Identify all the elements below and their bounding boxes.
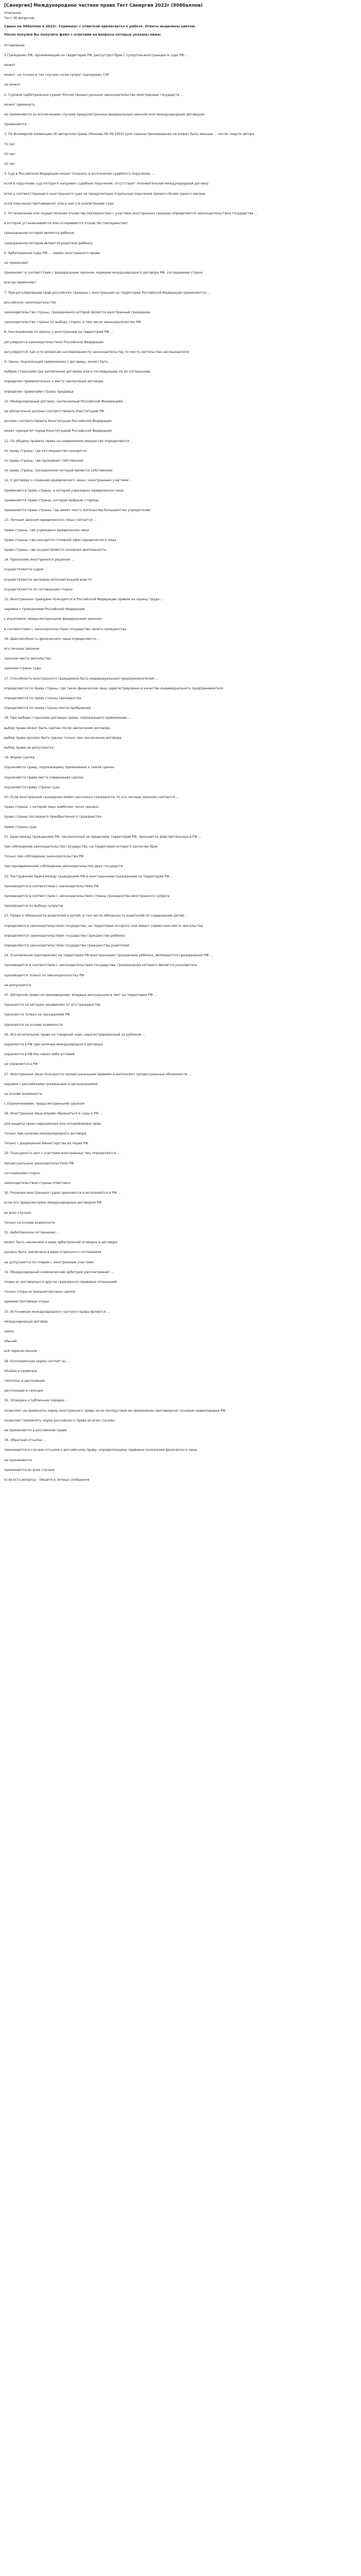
text-line: право страны, где находится головной офис юридического лица — [4, 538, 116, 542]
text-line: может — [4, 63, 15, 67]
text-line: применяется — [4, 123, 27, 127]
text-line: если в поручении, суд которого направил судебное поручение, отсутствует положительная международный договор — [4, 182, 209, 186]
text-line: подчиняется праву места совершения сделки — [4, 775, 84, 779]
text-line: 8. Наследование по закону у иностранцев на территории РФ ... — [4, 330, 113, 334]
text-line: на основе взаимности — [4, 1092, 42, 1096]
text-line: если поручение противоречит или в чем-л в компетенцию суда — [4, 201, 114, 206]
text-line: 31. Арбитражное соглашение ... — [4, 1230, 60, 1234]
text-line: по праву страны, гражданином которой является собственник — [4, 469, 113, 473]
text-line: производится только по законодательству РФ — [4, 973, 84, 977]
text-line: в которой устанавливается или оспаривается отцовство (материнство) — [4, 222, 128, 226]
text-line: 70 лет — [4, 142, 15, 146]
text-line: наравне с гражданами Российской Федерации — [4, 607, 85, 612]
text-line: выбор права не допускается — [4, 745, 54, 750]
text-line: процессуальным законодательством РФ — [4, 1161, 74, 1165]
intro-block — [4, 24, 357, 38]
text-line: по праву страны, где проживает собственник — [4, 459, 83, 463]
text-line: производится по выбору супругов — [4, 904, 63, 908]
text-line: административные споры — [4, 1300, 49, 1304]
text-line: 34. Коллизионная норма состоит из ... — [4, 1359, 70, 1363]
text-line: определен применительно к месту заключения договора — [4, 380, 104, 384]
text-line: 6. Арбитражные суды РФ ... нормы иностранного права — [4, 251, 100, 255]
text-line: Оглавление — [4, 43, 25, 47]
text-line: 13. Личным законом юридического лица считается ... — [4, 518, 97, 522]
text-line: регулируется, как и по вопросам наследования по законодательству по месту жительства наследодателя — [4, 350, 189, 354]
text-line: 32. Международный коммерческий арбитраж рассматривает ... — [4, 1270, 114, 1274]
text-line: признается на основе взаимности — [4, 1023, 63, 1027]
text-line: российское законодательство — [4, 300, 56, 304]
text-line: имеет приоритет перед Конституцией Российской Федерации — [4, 429, 112, 433]
text-line: выбор права должен быть сделан только при заключении договора — [4, 736, 122, 740]
text-line: подчиняется праву, подлежащему применению к самой сделке — [4, 766, 114, 770]
text-line: может применять — [4, 103, 35, 107]
text-line: по праву страны, где это имущество находится — [4, 449, 87, 453]
text-line: право страны, где осуществляется основная деятельность — [4, 548, 107, 552]
text-line: не допускается — [4, 983, 31, 987]
text-line: позволяет не применять норму иностранного права, если последствия ее применения противоречат основам правопорядка РФ — [4, 1409, 226, 1413]
text-line: 14. Признание иностранного решения ... — [4, 558, 75, 562]
text-line: гражданином которой является ребенок — [4, 231, 75, 235]
text-line: 9. Закон, подлежащий применению к договору, может быть ... — [4, 360, 113, 364]
text-line: 50 лет — [4, 152, 15, 156]
text-line: охраняется в РФ без каких-либо условий — [4, 1053, 75, 1057]
text-line: для защиты своих нарушенных или оспариваемых прав — [4, 1122, 101, 1126]
text-line: всегда применяют — [4, 281, 37, 285]
text-line: не применяется в российском праве — [4, 1428, 67, 1432]
text-line: должно быть заключено в виде отдельного соглашения — [4, 1250, 101, 1255]
text-line: должен соответствовать Конституции Российской Федерации — [4, 419, 112, 423]
text-line: гражданином которой являются родители ребенка — [4, 241, 93, 245]
text-line: регулируется законодательством Российской Федерации — [4, 340, 104, 344]
text-line: 35. Оговорка о публичном порядке ... — [4, 1399, 69, 1403]
meta-block — [4, 11, 357, 21]
text-line: 1.Гражданин РФ, проживающий на территории РФ, распуструл брак с супругом-иностранцем в суде РФ ... — [4, 53, 188, 57]
text-line: 28. Иностранные лица вправе обращаться в суды в РФ ... — [4, 1112, 103, 1116]
text-line: выбор права может быть сделан после заключения договора — [4, 726, 110, 730]
text-line: охраняется в РФ при наличии международного договора — [4, 1043, 103, 1047]
text-line: 20. Если иностранный гражданин имеет несколько гражданств, то его личным законом считается ... — [4, 795, 179, 799]
text-line: определяется по праву страны гражданства — [4, 696, 81, 700]
text-line: 7. При регулировании прав российских граждан с иностранцем на территории Российской Федерации применяются ... — [4, 291, 211, 295]
questions-list — [4, 41, 357, 1485]
text-line: определяется по праву страны, где такое физическое лицо зарегистрировано в качестве индивидуального предпринимателя — [4, 686, 224, 690]
text-line: производится в соответствии с законодательством страны гражданства иностранного супруга — [4, 894, 169, 899]
text-line: применяют в соответствии с федеральным законом, нормами международного договора РФ, соглашением сторон — [4, 271, 203, 275]
text-line: 5. Установление или осуществление отцовства (материнства) с участием иностранных граждан определяется законодательством государства ... — [4, 212, 257, 215]
text-line: 26. Исключительное право на товарный знак, зарегистрированный за рубежом ... — [4, 1032, 146, 1037]
text-line: может быть заключено в виде арбитражной оговорки в договоре — [4, 1241, 117, 1245]
text-line: 3. По Всемирной конвенции об авторском праве (Женева 06.09.1952) срок охраны произведения не может быть меньше ... после смерти автора — [4, 132, 254, 137]
text-line: выбран сторонами при заключении договора или в последующем по их соглашению — [4, 370, 151, 374]
text-line: производится в соответствии с законодательством государства, гражданином которого является усыновитель — [4, 963, 198, 968]
text-line: 12. К договору о создании юридического лица с иностранным участием ... — [4, 479, 133, 483]
text-line: 33. Источником международного частного права является ... — [4, 1310, 110, 1314]
text-line: диспозиции и санкции — [4, 1389, 43, 1393]
text-line: 11. По общему правилу права на недвижимое имущество определяются ... — [4, 439, 134, 443]
text-line: только споры из внешнеторговых сделок — [4, 1290, 76, 1294]
text-line: признается только за гражданами РФ — [4, 1013, 70, 1017]
text-line: право страны, где учреждено юридическое лицо — [4, 528, 90, 532]
text-line: во всех случаях — [4, 1211, 31, 1215]
text-line: только при соблюдении законодательства РФ — [4, 855, 84, 859]
text-line: определяются законодательством государства гражданства родителей — [4, 944, 129, 948]
text-line: может, но только в тех случаях, коли супруг-гражданин СНГ — [4, 73, 110, 77]
text-line: только на основе взаимности — [4, 1221, 55, 1225]
text-line: 10. Международный договор, заключенный Российской Федерацией ... — [4, 399, 127, 403]
text-line: законодательство страны, гражданином которой является иностранный гражданин — [4, 311, 151, 315]
text-line: если это предусмотрено международным договором РФ — [4, 1201, 102, 1205]
text-line: 2. Суровое (арбитражным судом) Россия процессуальное законодательство иностранных государств ... — [4, 93, 184, 97]
text-line: определяются законодательством государства гражданства ребенка — [4, 934, 125, 938]
text-line: законодательством страны ответчика — [4, 1181, 71, 1185]
text-line: обычай — [4, 1340, 17, 1344]
page-title: [Синергия] Международное частное право Тест Синергия 2022г (906баллов) — [4, 3, 203, 8]
text-line: Если есть вопросы - пишите в личные сообщения — [4, 1478, 90, 1482]
text-line: международный договор — [4, 1319, 48, 1324]
text-line: осуществляется органами исполнительной власти — [4, 578, 92, 582]
text-line: закон — [4, 1329, 14, 1333]
text-line: принимается во всех случаях — [4, 1468, 55, 1472]
text-line: в соответствии с законодательством государства своего гражданства — [4, 627, 127, 631]
meta-count: Тест 36 вопросов — [4, 15, 35, 20]
text-line: споры из договорных и других гражданско-правовых отношений — [4, 1280, 117, 1284]
text-line: осуществляется судом — [4, 568, 44, 572]
text-line: не охраняется в РФ — [4, 1062, 38, 1066]
intro-line: Сдано на 90баллов в 2022г. Скриншот с отметкой прилагается к работе. Ответы выделены цветом. — [4, 24, 196, 28]
text-line: 17. Способность иностранного гражданина быть индивидуальным предпринимателем ... — [4, 676, 159, 681]
text-line: при соблюдении законодательства государства, на территории которого заключен брак — [4, 845, 158, 849]
text-line: 25. Авторское право на произведение, впервые выпущенное в свет на территории РФ ... — [4, 993, 157, 997]
text-line: с изъятиями, предусмотренными федеральным законом — [4, 617, 102, 621]
text-line: 30. Решения иностранных судов признаются и исполняются в РФ ... — [4, 1191, 121, 1195]
text-line: определяются законодательством государства, на территории которого они имеют совместное место жительства — [4, 924, 203, 928]
text-line: применяется право страны, которую выбрали стороны — [4, 498, 99, 502]
text-line: осуществляется по соглашению сторон — [4, 587, 73, 591]
text-line: законом страны суда — [4, 667, 41, 671]
text-line: законодательство страны по выбору сторон, в том числе законодательство РФ — [4, 320, 141, 325]
text-line: принимается в случаях отсылки к российскому праву, определяющему правовое положение физического лица — [4, 1448, 197, 1452]
text-line: производится в соответствии с законодательством РФ — [4, 884, 99, 888]
text-line: не допускается по спорам с иностранным участием — [4, 1260, 94, 1264]
text-line: соглашением сторон — [4, 1171, 40, 1175]
text-line: не может — [4, 83, 21, 87]
text-line: 24. Усыновление (удочерение) на территории РФ иностранными гражданами ребенка, являющегося гражданином РФ ... — [4, 954, 213, 958]
text-line: только с разрешения Министерства юстиции РФ — [4, 1142, 88, 1146]
text-line: гипотезы и диспозиции — [4, 1379, 45, 1383]
text-line: наравне с российскими гражданами и организациями — [4, 1082, 98, 1086]
text-line: применяется право страны, в которой учреждено юридическое лицо — [4, 488, 124, 493]
meta-label: Описание — [4, 11, 22, 15]
text-line: не принимается — [4, 1458, 32, 1462]
text-line: если у соответствующего иностранного суда не предусмотрен отдельный поручения прямого-более одного месяца — [4, 192, 205, 196]
text-line: право страны суда — [4, 825, 37, 829]
text-line: 22. Расторжение брака между гражданами РФ и иностранными гражданами на территории РФ ... — [4, 874, 174, 878]
text-line: 18. При выборе сторонами договора права, подлежащего применению ... — [4, 716, 131, 720]
text-line: с ограничениями, предусмотренными законом — [4, 1102, 85, 1106]
text-line: при одновременном соблюдении законодательства двух государств — [4, 865, 123, 869]
text-line: не применяется за исключением случаев предусмотренных федеральным законом или международным договором — [4, 112, 205, 116]
text-line: 16. Дееспособность физического лица определяется ... — [4, 637, 100, 641]
text-line: 27. Иностранные лица пользуются процессуальными правами и выполняют процессуальные обязанности ... — [4, 1072, 192, 1076]
text-line: объёма и привязки — [4, 1369, 37, 1373]
text-line: 19. Форма сделки ... — [4, 756, 39, 760]
text-line: право страны последнего приобретенного гражданства — [4, 815, 101, 819]
text-line: право страны, с которой лицо наиболее тесно связано — [4, 805, 99, 809]
text-line: 25 лет — [4, 162, 15, 166]
text-line: 15. Иностранные граждане пользуются в Российской Федерации правом на охрану труда ... — [4, 597, 164, 601]
text-line: определен правилами страны продавца — [4, 389, 74, 394]
text-line: 36. Обратная отсылка ... — [4, 1438, 46, 1443]
text-line: 4. Суд в Российской Федерации может отказать в исполнении судебного поручения, ... — [4, 172, 155, 176]
text-line: не применяют — [4, 261, 29, 265]
text-line: всё перечисленное — [4, 1349, 38, 1353]
text-line: 23. Права и обязанности родителей и детей, в том числе обязанность родителей по содержанию детей ... — [4, 914, 188, 918]
text-line: применяется право страны, где имеет место жительства большинство учредителей — [4, 509, 150, 513]
text-line: признается за автором независимо от его гражданства — [4, 1003, 100, 1007]
text-line: не обязательно должен соответствовать Конституции РФ — [4, 410, 105, 414]
text-line: 21. Брак между гражданами РФ, заключенный за пределами территории РФ, признается действительным в РФ ... — [4, 835, 202, 839]
text-line: подчиняется праву страны суда — [4, 785, 60, 789]
text-line: законом места жительства — [4, 657, 51, 661]
text-line: позволяет применять норму российского права во всех случаях — [4, 1418, 115, 1422]
text-line: 29. Подсудность дел с участием иностранных лиц определяется ... — [4, 1151, 121, 1156]
intro-line: После покупки Вы получите файл с ответами на вопросы которые указаны ниже: — [4, 32, 162, 37]
text-line: его личным законом — [4, 647, 40, 651]
text-line: только при наличии международного договора — [4, 1131, 87, 1136]
text-line: определяется по праву страны места пребывания — [4, 706, 91, 710]
